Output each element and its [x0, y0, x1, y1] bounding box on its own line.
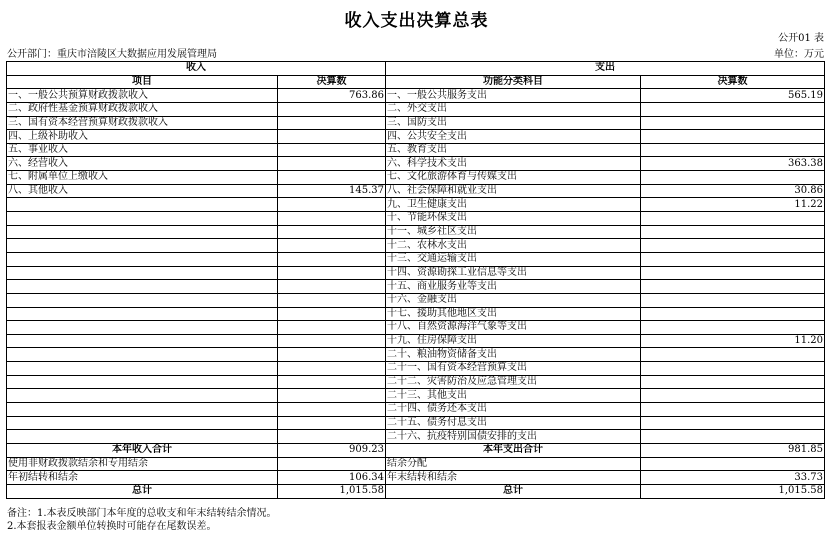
- expense-amount-cell: [641, 102, 825, 116]
- income-item-cell: [7, 321, 278, 335]
- budget-table: [6, 61, 825, 499]
- expense-amount-cell: [641, 389, 825, 403]
- table-row: [7, 89, 825, 103]
- income-item-cell: [7, 362, 278, 376]
- income-item-cell: 一、一般公共预算财政拨款收入: [7, 89, 278, 103]
- table-row: [7, 225, 825, 239]
- table-row: [7, 198, 825, 212]
- income-item-cell: [7, 293, 278, 307]
- income-amount-cell: [278, 225, 386, 239]
- expense-amount-cell: [641, 143, 825, 157]
- income-item-cell: 总计: [7, 484, 278, 498]
- expense-amount-cell: [641, 225, 825, 239]
- table-row: [7, 116, 825, 130]
- income-amount-cell: 106.34: [278, 471, 386, 485]
- table-row: [7, 457, 825, 471]
- expense-amount-cell: [641, 212, 825, 226]
- table-row: [7, 239, 825, 253]
- table-row: [7, 362, 825, 376]
- expense-item-cell: 十五、商业服务业等支出: [386, 280, 641, 294]
- table-row: [7, 334, 825, 348]
- note-line-1: 备注：1.本表反映部门本年度的总收支和年末结转结余情况。: [7, 508, 277, 519]
- expense-amount-cell: [641, 321, 825, 335]
- income-amount-cell: 1,015.58: [278, 484, 386, 498]
- expense-item-cell: 年末结转和结余: [386, 471, 641, 485]
- expense-item-cell: 六、科学技术支出: [386, 157, 641, 171]
- income-section-header: 收入: [7, 62, 386, 76]
- expense-item-cell: 八、社会保障和就业支出: [386, 184, 641, 198]
- income-amount-cell: [278, 266, 386, 280]
- table-row: [7, 171, 825, 185]
- table-row: [7, 184, 825, 198]
- notes: [7, 507, 277, 533]
- form-number: 公开01 表: [778, 33, 824, 44]
- expense-item-cell: 二十六、抗疫特别国债安排的支出: [386, 430, 641, 444]
- expense-item-cell: 二十五、债务付息支出: [386, 416, 641, 430]
- income-item-cell: [7, 212, 278, 226]
- income-item-cell: 年初结转和结余: [7, 471, 278, 485]
- income-item-cell: [7, 252, 278, 266]
- table-row: [7, 443, 825, 457]
- expense-amount-cell: [641, 252, 825, 266]
- table-row: [7, 471, 825, 485]
- expense-amount-cell: [641, 416, 825, 430]
- header-row-sections: [7, 62, 825, 76]
- note-line-2: 2.本套报表金额单位转换时可能存在尾数误差。: [7, 521, 217, 532]
- expense-amount-cell: [641, 266, 825, 280]
- income-amount-cell: [278, 293, 386, 307]
- income-item-cell: 三、国有资本经营预算财政拨款收入: [7, 116, 278, 130]
- expense-amount-cell: 11.20: [641, 334, 825, 348]
- income-amount-cell: [278, 403, 386, 417]
- expense-item-cell: 二十二、灾害防治及应急管理支出: [386, 375, 641, 389]
- income-amount-column-header: 决算数: [278, 75, 386, 89]
- header-row-columns: [7, 75, 825, 89]
- expense-amount-cell: [641, 116, 825, 130]
- income-amount-cell: [278, 252, 386, 266]
- expense-item-cell: 五、教育支出: [386, 143, 641, 157]
- expense-item-cell: 二十一、国有资本经营预算支出: [386, 362, 641, 376]
- income-item-cell: 七、附属单位上缴收入: [7, 171, 278, 185]
- expense-item-cell: 十三、交通运输支出: [386, 252, 641, 266]
- expense-amount-cell: 1,015.58: [641, 484, 825, 498]
- income-amount-cell: [278, 239, 386, 253]
- expense-item-cell: 总计: [386, 484, 641, 498]
- income-amount-cell: [278, 348, 386, 362]
- income-item-cell: [7, 334, 278, 348]
- expense-amount-cell: 981.85: [641, 443, 825, 457]
- expense-amount-cell: [641, 293, 825, 307]
- income-amount-cell: [278, 321, 386, 335]
- income-item-cell: [7, 225, 278, 239]
- expense-amount-cell: [641, 403, 825, 417]
- expense-item-cell: 二十三、其他支出: [386, 389, 641, 403]
- expense-item-cell: 一、一般公共服务支出: [386, 89, 641, 103]
- income-amount-cell: [278, 212, 386, 226]
- income-item-cell: 八、其他收入: [7, 184, 278, 198]
- table-row: [7, 293, 825, 307]
- expense-amount-cell: [641, 430, 825, 444]
- income-amount-cell: [278, 307, 386, 321]
- page-title: 收入支出决算总表: [344, 11, 489, 31]
- income-item-cell: [7, 348, 278, 362]
- expense-amount-cell: [641, 307, 825, 321]
- expense-item-cell: 十一、城乡社区支出: [386, 225, 641, 239]
- income-item-cell: 五、事业收入: [7, 143, 278, 157]
- expense-item-cell: 十八、自然资源海洋气象等支出: [386, 321, 641, 335]
- table-row: [7, 416, 825, 430]
- item-column-header: 项目: [7, 75, 278, 89]
- table-row: [7, 348, 825, 362]
- income-item-cell: [7, 198, 278, 212]
- expense-section-header: 支出: [386, 62, 825, 76]
- table-row: [7, 389, 825, 403]
- expense-item-cell: 本年支出合计: [386, 443, 641, 457]
- table-row: [7, 280, 825, 294]
- income-amount-cell: [278, 430, 386, 444]
- unit-label: 单位：万元: [774, 49, 824, 60]
- expense-amount-cell: 30.86: [641, 184, 825, 198]
- expense-item-cell: 十六、金融支出: [386, 293, 641, 307]
- table-row: [7, 375, 825, 389]
- expense-item-cell: 十七、援助其他地区支出: [386, 307, 641, 321]
- income-amount-cell: [278, 171, 386, 185]
- table-row: [7, 212, 825, 226]
- expense-amount-cell: [641, 280, 825, 294]
- expense-amount-cell: 11.22: [641, 198, 825, 212]
- income-amount-cell: [278, 130, 386, 144]
- expense-item-cell: 九、卫生健康支出: [386, 198, 641, 212]
- expense-amount-cell: [641, 457, 825, 471]
- income-amount-cell: [278, 457, 386, 471]
- income-amount-cell: [278, 116, 386, 130]
- income-item-cell: [7, 307, 278, 321]
- expense-amount-cell: [641, 239, 825, 253]
- income-amount-cell: [278, 157, 386, 171]
- expense-item-cell: 三、国防支出: [386, 116, 641, 130]
- table-row: [7, 484, 825, 498]
- income-item-cell: [7, 389, 278, 403]
- expense-amount-cell: 565.19: [641, 89, 825, 103]
- expense-item-cell: 十、节能环保支出: [386, 212, 641, 226]
- income-amount-cell: [278, 143, 386, 157]
- income-item-cell: 四、上级补助收入: [7, 130, 278, 144]
- table-row: [7, 130, 825, 144]
- income-amount-cell: 763.86: [278, 89, 386, 103]
- income-amount-cell: [278, 389, 386, 403]
- table-row: [7, 157, 825, 171]
- income-item-cell: [7, 280, 278, 294]
- expense-item-cell: 二十四、债务还本支出: [386, 403, 641, 417]
- table-row: [7, 102, 825, 116]
- income-item-cell: [7, 403, 278, 417]
- income-item-cell: 六、经营收入: [7, 157, 278, 171]
- expense-amount-cell: 363.38: [641, 157, 825, 171]
- income-amount-cell: [278, 362, 386, 376]
- income-amount-cell: [278, 198, 386, 212]
- table-row: [7, 307, 825, 321]
- expense-item-cell: 十九、住房保障支出: [386, 334, 641, 348]
- income-item-cell: 二、政府性基金预算财政拨款收入: [7, 102, 278, 116]
- expense-item-cell: 结余分配: [386, 457, 641, 471]
- expense-item-cell: 四、公共安全支出: [386, 130, 641, 144]
- expense-item-cell: 十四、资源勘探工业信息等支出: [386, 266, 641, 280]
- income-amount-cell: 145.37: [278, 184, 386, 198]
- expense-item-cell: 十二、农林水支出: [386, 239, 641, 253]
- expense-amount-cell: [641, 130, 825, 144]
- income-amount-cell: [278, 334, 386, 348]
- table-row: [7, 143, 825, 157]
- department-label: 公开部门：重庆市涪陵区大数据应用发展管理局: [7, 49, 217, 60]
- function-column-header: 功能分类科目: [386, 75, 641, 89]
- expense-item-cell: 七、文化旅游体育与传媒支出: [386, 171, 641, 185]
- table-row: [7, 266, 825, 280]
- expense-item-cell: 二、外交支出: [386, 102, 641, 116]
- expense-amount-cell: [641, 171, 825, 185]
- expense-amount-cell: [641, 375, 825, 389]
- income-item-cell: [7, 375, 278, 389]
- income-item-cell: [7, 239, 278, 253]
- expense-amount-column-header: 决算数: [641, 75, 825, 89]
- expense-amount-cell: [641, 348, 825, 362]
- table-row: [7, 430, 825, 444]
- expense-amount-cell: 33.73: [641, 471, 825, 485]
- expense-amount-cell: [641, 362, 825, 376]
- income-amount-cell: [278, 102, 386, 116]
- income-item-cell: [7, 266, 278, 280]
- income-amount-cell: [278, 280, 386, 294]
- income-item-cell: 本年收入合计: [7, 443, 278, 457]
- income-amount-cell: [278, 375, 386, 389]
- table-row: [7, 321, 825, 335]
- table-row: [7, 252, 825, 266]
- income-item-cell: 使用非财政拨款结余和专用结余: [7, 457, 278, 471]
- table-row: [7, 403, 825, 417]
- expense-item-cell: 二十、粮油物资储备支出: [386, 348, 641, 362]
- income-item-cell: [7, 416, 278, 430]
- income-item-cell: [7, 430, 278, 444]
- income-amount-cell: [278, 416, 386, 430]
- income-amount-cell: 909.23: [278, 443, 386, 457]
